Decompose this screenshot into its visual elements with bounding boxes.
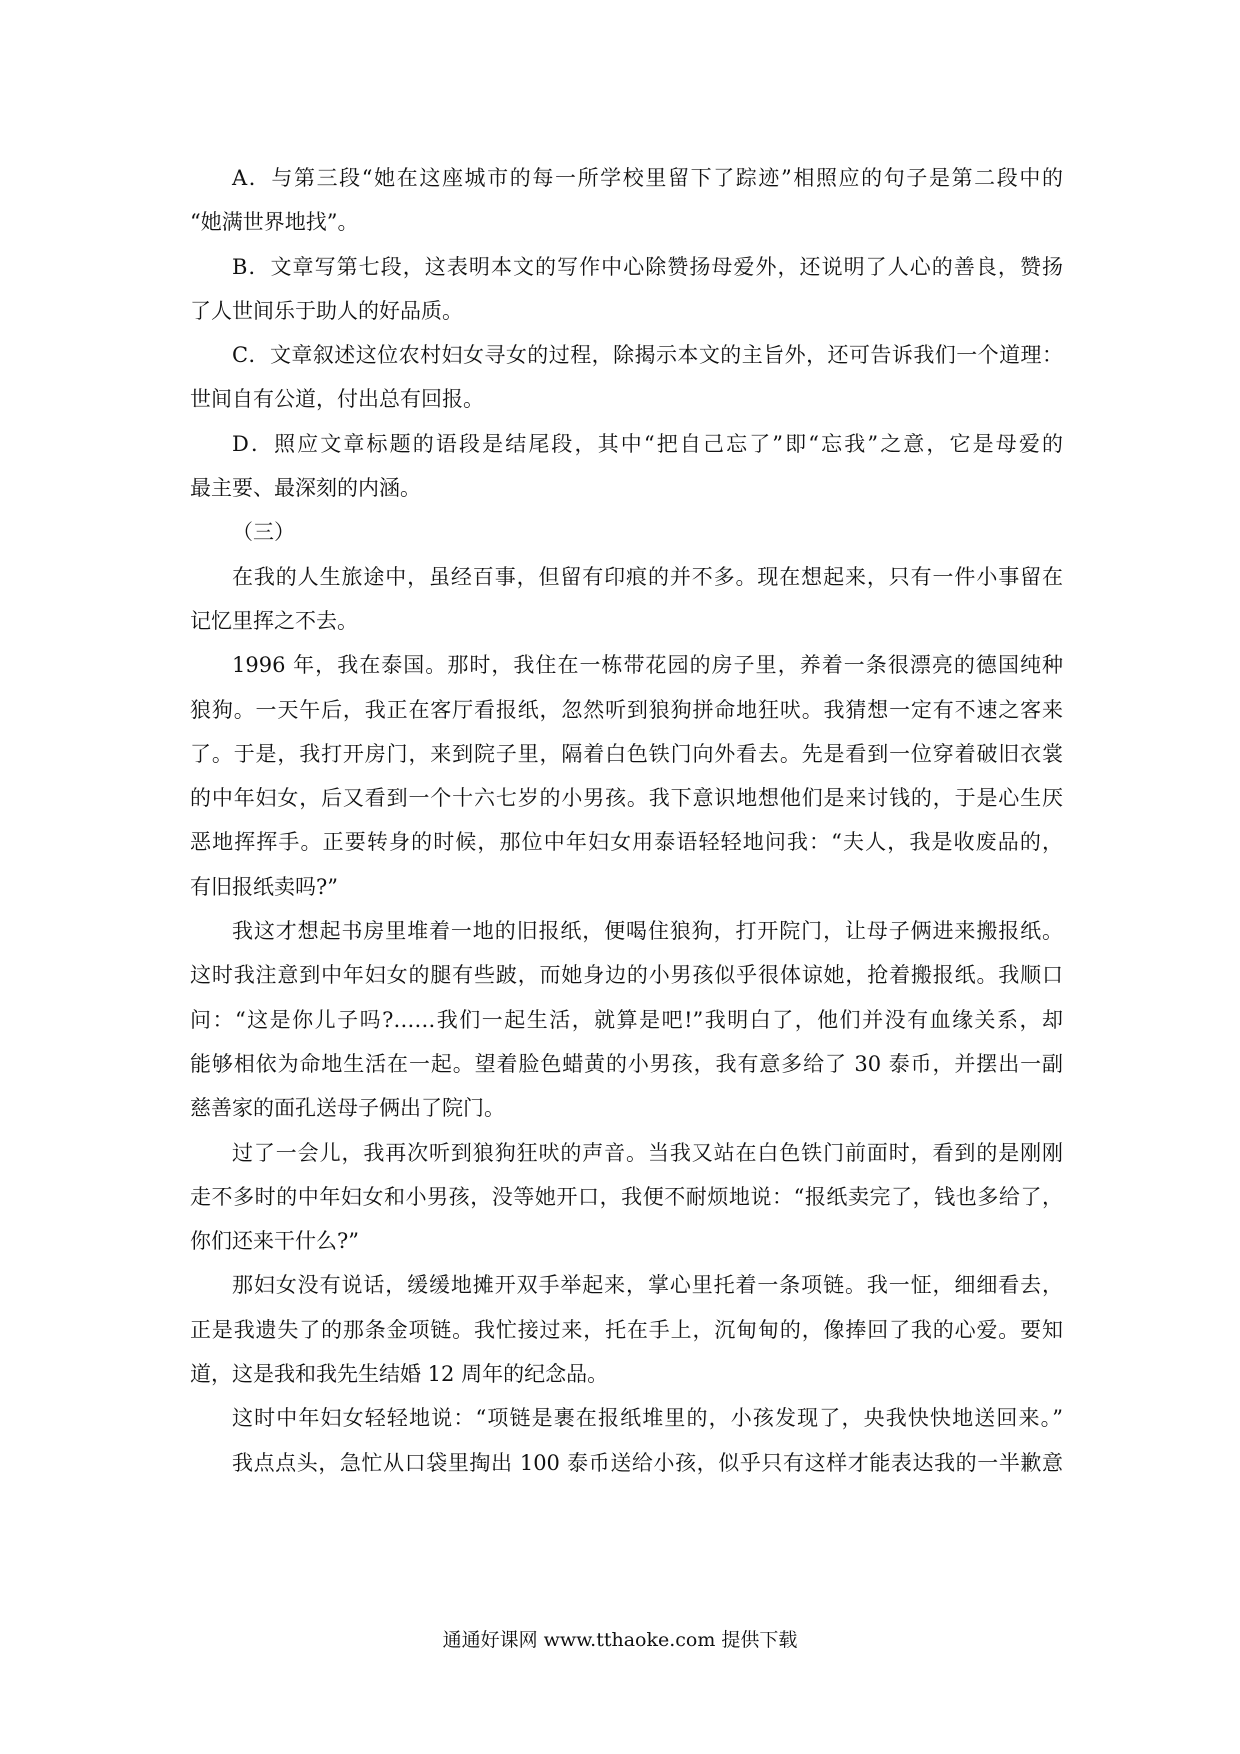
paragraph — [190, 422, 1063, 511]
text-line: 的中年妇女，后又看到一个十六七岁的小男孩。我下意识地想他们是来讨钱的，于是心生厌 — [190, 786, 1063, 811]
text-line: 道，这是我和我先生结婚 12 周年的纪念品。 — [190, 1362, 609, 1387]
text-line: 世间自有公道，付出总有回报。 — [190, 387, 484, 412]
document-body — [190, 156, 1063, 1485]
text-line: 了。于是，我打开房门，来到院子里，隔着白色铁门向外看去。先是看到一位穿着破旧衣裳 — [190, 741, 1063, 766]
paragraph — [190, 643, 1063, 909]
text-line: “她满世界地找”。 — [190, 210, 359, 235]
paragraph — [190, 245, 1063, 334]
text-line: （三） — [232, 520, 295, 545]
paragraph — [190, 1396, 1063, 1440]
text-line: B．文章写第七段，这表明本文的写作中心除赞扬母爱外，还说明了人心的善良，赞扬 — [232, 254, 1063, 279]
paragraph — [190, 333, 1063, 422]
paragraph — [190, 555, 1063, 644]
paragraph — [190, 156, 1063, 245]
paragraph — [190, 1441, 1063, 1485]
section-heading — [190, 510, 1063, 554]
text-line: 了人世间乐于助人的好品质。 — [190, 298, 463, 323]
text-line: 1996 年，我在泰国。那时，我住在一栋带花园的房子里，养着一条很漂亮的德国纯种 — [232, 653, 1063, 678]
text-line: A．与第三段“她在这座城市的每一所学校里留下了踪迹”相照应的句子是第二段中的 — [232, 166, 1063, 190]
text-line: 正是我遗失了的那条金项链。我忙接过来，托在手上，沉甸甸的，像捧回了我的心爱。要知 — [190, 1317, 1063, 1342]
text-line: 这时我注意到中年妇女的腿有些跛，而她身边的小男孩似乎很体谅她，抢着搬报纸。我顺口 — [190, 963, 1063, 988]
text-line: 最主要、最深刻的内涵。 — [190, 476, 421, 501]
paragraph — [190, 1263, 1063, 1396]
paragraph — [190, 909, 1063, 1130]
text-line: 问：“这是你儿子吗?……我们一起生活，就算是吧!”我明白了，他们并没有血缘关系，却 — [190, 1007, 1063, 1032]
text-line: 慈善家的面孔送母子俩出了院门。 — [190, 1096, 505, 1121]
text-line: C．文章叙述这位农村妇女寻女的过程，除揭示本文的主旨外，还可告诉我们一个道理： — [232, 343, 1063, 368]
text-line: D．照应文章标题的语段是结尾段，其中“把自己忘了”即“忘我”之意，它是母爱的 — [232, 431, 1063, 456]
paragraph — [190, 1131, 1063, 1264]
text-line: 我这才想起书房里堆着一地的旧报纸，便喝住狼狗，打开院门，让母子俩进来搬报纸。 — [232, 919, 1063, 944]
text-line: 过了一会儿，我再次听到狼狗狂吠的声音。当我又站在白色铁门前面时，看到的是刚刚 — [232, 1140, 1063, 1165]
text-line: 能够相依为命地生活在一起。望着脸色蜡黄的小男孩，我有意多给了 30 泰币，并摆出一副 — [190, 1051, 1063, 1076]
text-line: 那妇女没有说话，缓缓地摊开双手举起来，掌心里托着一条项链。我一怔，细细看去， — [232, 1273, 1063, 1298]
text-line: 我点点头，急忙从口袋里掏出 100 泰币送给小孩，似乎只有这样才能表达我的一半歉意 — [232, 1450, 1063, 1475]
text-line: 在我的人生旅途中，虽经百事，但留有印痕的并不多。现在想起来，只有一件小事留在 — [232, 564, 1063, 589]
text-line: 走不多时的中年妇女和小男孩，没等她开口，我便不耐烦地说：“报纸卖完了，钱也多给了， — [190, 1184, 1063, 1209]
text-line: 记忆里挥之不去。 — [190, 608, 358, 633]
text-line: 有旧报纸卖吗?” — [190, 874, 338, 899]
text-line: 这时中年妇女轻轻地说：“项链是裹在报纸堆里的，小孩发现了，央我快快地送回来。” — [232, 1406, 1063, 1431]
text-line: 恶地挥挥手。正要转身的时候，那位中年妇女用泰语轻轻地问我：“夫人，我是收废品的， — [190, 830, 1063, 855]
text-line: 狼狗。一天午后，我正在客厅看报纸，忽然听到狼狗拼命地狂吠。我猜想一定有不速之客来 — [190, 697, 1063, 722]
text-line: 你们还来干什么?” — [190, 1229, 359, 1254]
page-footer: 通通好课网 www.tthaoke.com 提供下载 — [442, 1629, 798, 1651]
